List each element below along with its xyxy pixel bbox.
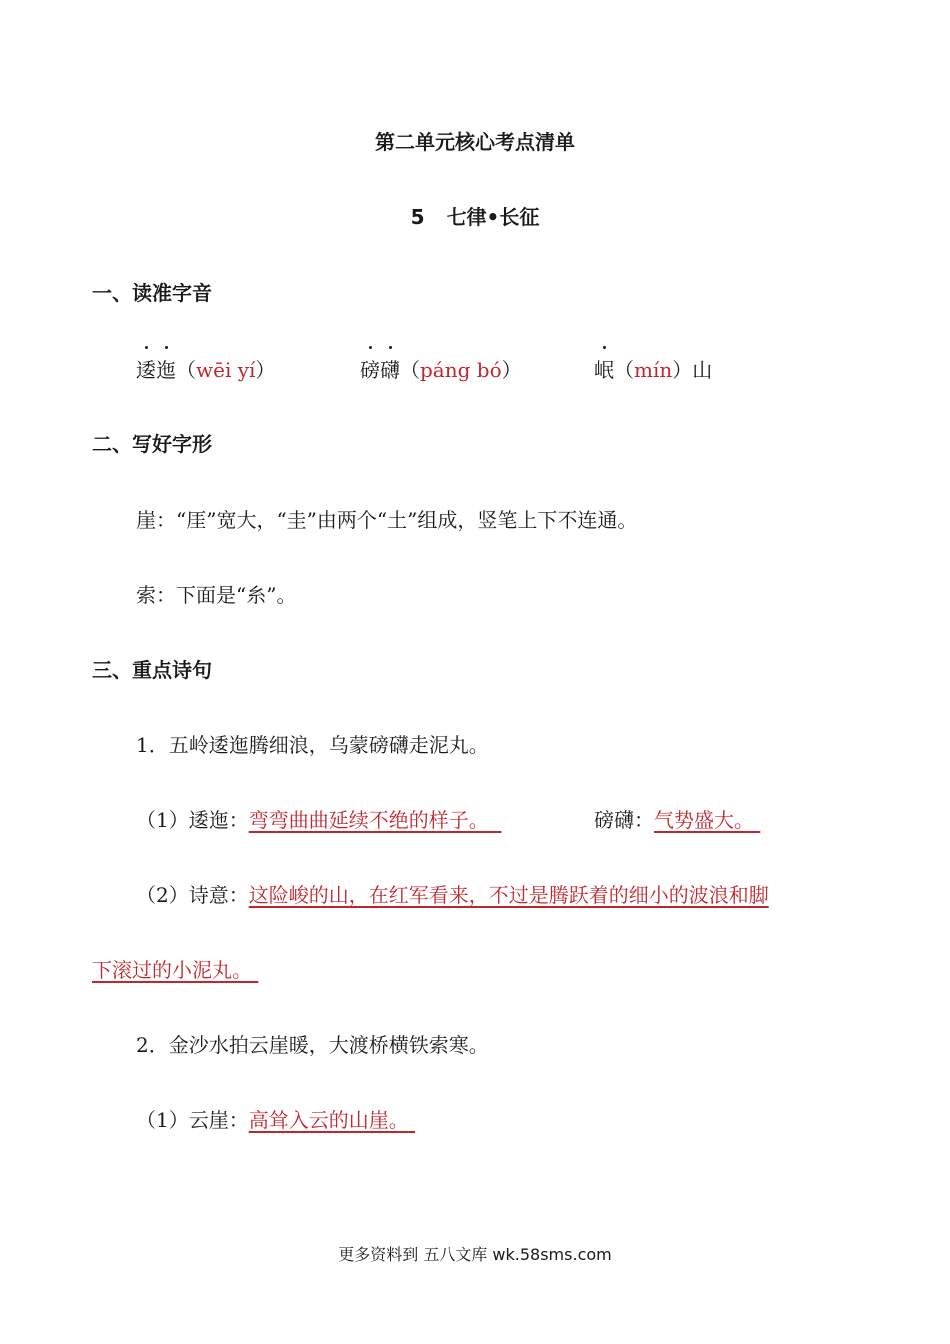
suffix-char: 山	[692, 358, 713, 382]
pronunciation-item: 逶迤（wēi yí）	[136, 358, 276, 382]
writing-item: 崖：“厓”宽大，“圭”由两个“土”组成，竖笔上下不连通。	[136, 508, 638, 532]
question-row	[136, 1106, 415, 1134]
dotted-char: 逶	[136, 358, 156, 382]
pronunciation-item: 磅礴（páng bó）	[360, 358, 522, 382]
question-label: 磅礴：	[594, 808, 654, 832]
writing-item: 索：下面是“糸”。	[136, 583, 297, 607]
answer-text: 气势盛大。	[654, 808, 754, 832]
question-label: （1）云崖：	[136, 1108, 249, 1132]
footer-text: 更多资料到 五八文库 wk.58sms.com	[338, 1245, 612, 1264]
pinyin: páng bó	[420, 358, 502, 382]
question-row	[136, 881, 769, 909]
question-label: （2）诗意：	[136, 883, 249, 907]
dotted-char: 岷	[594, 358, 614, 382]
pronunciation-item: 岷（mín）山	[594, 358, 713, 382]
question-label: （1）逶迤：	[136, 808, 249, 832]
pinyin: wēi yí	[196, 358, 256, 382]
dotted-char: 迤	[156, 358, 176, 382]
answer-continuation	[92, 956, 258, 984]
question-row	[136, 806, 501, 834]
lesson-number: 5	[410, 205, 425, 229]
page-title: 第二单元核心考点清单	[375, 130, 575, 154]
lesson-name: 七律•长征	[446, 205, 540, 229]
answer-text: 这险峻的山，在红军看来，不过是腾跃着的细小的波浪和脚	[248, 883, 769, 907]
answer-text: 弯弯曲曲延续不绝的样子。	[248, 808, 489, 832]
pinyin: mín	[634, 358, 673, 382]
section-heading-pronunciation: 一、读准字音	[92, 281, 212, 305]
lesson-title	[0, 203, 950, 231]
dotted-char: 磅	[360, 358, 380, 382]
answer-text: 下滚过的小泥丸。	[92, 958, 252, 982]
poem-line: 1．五岭逶迤腾细浪，乌蒙磅礴走泥丸。	[136, 733, 489, 757]
section-heading-poems: 三、重点诗句	[92, 658, 212, 682]
question-row	[594, 806, 760, 834]
answer-text: 高耸入云的山崖。	[248, 1108, 409, 1132]
section-heading-writing: 二、写好字形	[92, 432, 212, 456]
dotted-char: 礴	[380, 358, 400, 382]
poem-line: 2．金沙水拍云崖暖，大渡桥横铁索寒。	[136, 1033, 489, 1057]
